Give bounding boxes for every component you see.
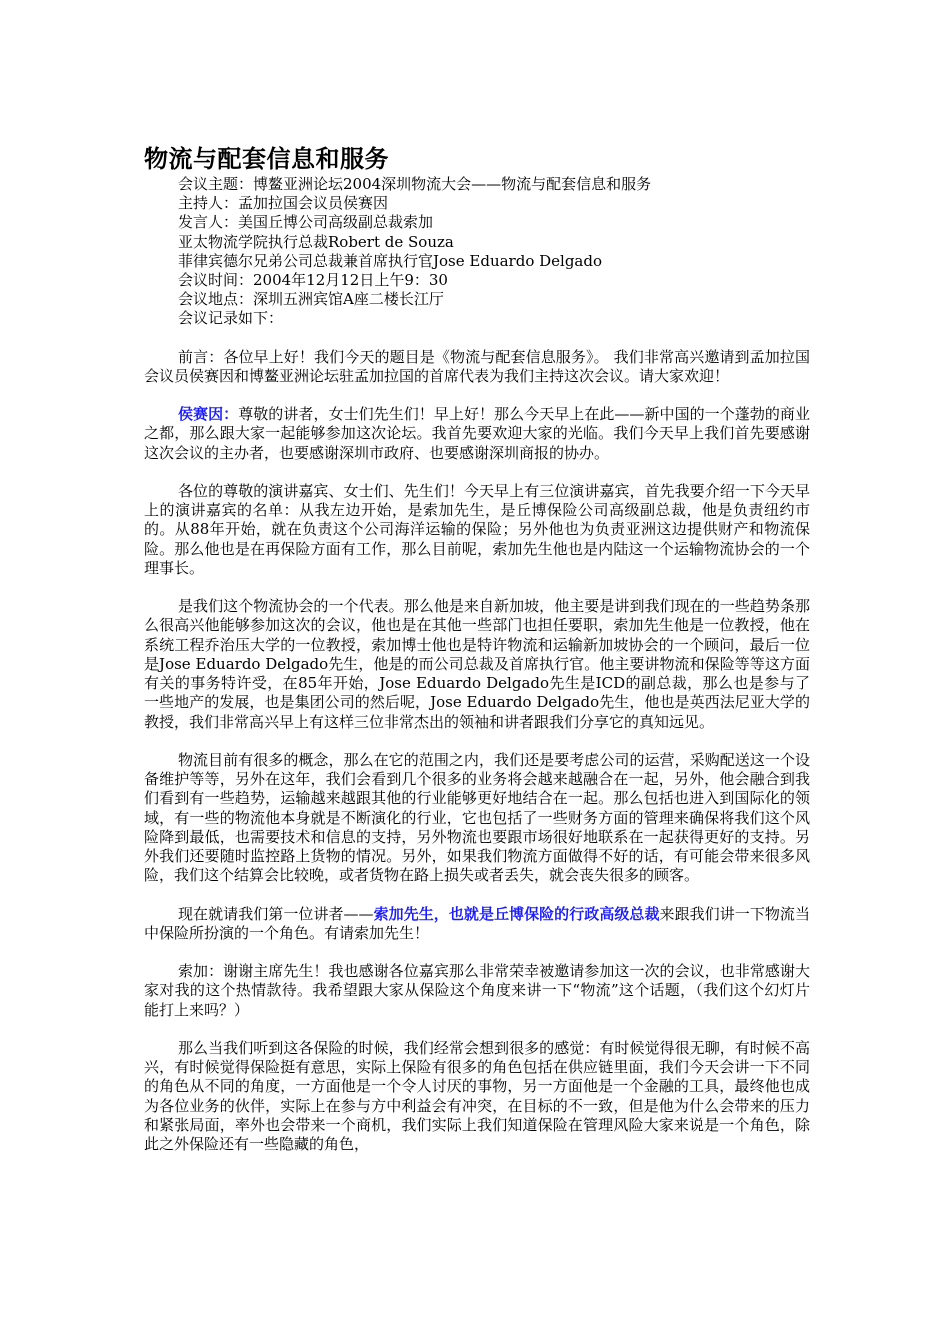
paragraph-text: 尊敬的讲者，女士们先生们！早上好！那么今天早上在此——新中国的一个蓬勃的商业之都，那么跟大家一起能够参加这次论坛。我首先要欢迎大家的光临。我们今天早上我们首先要感谢这次会议的主办者，也要感谢深圳市政府、也要感谢深圳商报的协办。 (144, 405, 810, 462)
meeting-time: 会议时间：2004年12月12日上午9：30 (178, 270, 448, 289)
paragraph-text: 现在就请我们第一位讲者—— (178, 904, 374, 923)
meeting-topic: 会议主题：博鳌亚洲论坛2004深圳物流大会——物流与配套信息和服务 (178, 175, 652, 193)
document-title: 物流与配套信息和服务 (144, 145, 389, 173)
meeting-speaker-2: 亚太物流学院执行总裁Robert de Souza (178, 232, 454, 251)
speaker-name: 侯赛因： (178, 405, 239, 424)
paragraph-introductions: 各位的尊敬的演讲嘉宾、女士们、先生们！今天早上有三位演讲嘉宾，首先我要介绍一下今天早上的演讲嘉宾的名单：从我左边开始，是索加先生，是丘博保险公司高级副总裁，他是负责纽约市的。从88年开始，就在负责这个公司海洋运输的保险；另外他也为负责亚洲这边提供财产和物流保险。那么他也是在再保险方面有工作，那么目前呢，索加先生他也是内陆这一个运输物流协会的一个理事长。 (144, 482, 810, 577)
document-page (144, 143, 810, 1154)
meeting-info (144, 175, 810, 329)
meeting-host: 主持人：孟加拉国会议员侯赛因 (178, 194, 389, 213)
paragraph-logistics-concepts: 物流目前有很多的概念，那么在它的范围之内，我们还是要考虑公司的运营，采购配送这一个设备维护等等，另外在这年，我们会看到几个很多的业务将会越来越融合在一起，另外，他会融合到我们看到有一些趋势，运输越来越跟其他的行业能够更好地结合在一起。那么包括也进入到国际化的领域，有一些的物流他本身就是不断演化的行业，它也包括了一些财务方面的管理来确保将我们这个风险降到最低，也需要技术和信息的支持，另外物流也要跟市场很好地联系在一起获得更好的支持。另外我们还要随时监控路上货物的情况。另外，如果我们物流方面做得不好的话，有可能会带来很多风险，我们这个结算会比较晚，或者货物在路上损失或者丢失，就会丧失很多的顾客。 (144, 750, 810, 885)
meeting-speaker-3: 菲律宾德尔兄弟公司总裁兼首席执行官Jose Eduardo Delgado (178, 251, 602, 270)
paragraph-preface: 前言：各位早上好！我们今天的题目是《物流与配套信息服务》。 我们非常高兴邀请到孟加拉国会议员侯赛因和博鳌亚洲论坛驻孟加拉国的首席代表为我们主持这次会议。请大家欢迎！ (144, 347, 810, 385)
paragraph-soga-opening: 索加：谢谢主席先生！我也感谢各位嘉宾那么非常荣幸被邀请参加这一次的会议，也非常感谢大家对我的这个热情款待。我希望跟大家从保险这个角度来讲一下“物流”这个话题，（我们这个幻灯片能打上来吗？） (144, 962, 810, 1019)
paragraph-first-speaker (144, 905, 810, 943)
meeting-record-label: 会议记录如下： (178, 309, 284, 328)
meeting-location: 会议地点：深圳五洲宾馆A座二楼长江厅 (178, 290, 444, 309)
meeting-speaker: 发言人：美国丘博公司高级副总裁索加 (178, 213, 434, 232)
paragraph-insurance-roles: 那么当我们听到这各保险的时候，我们经常会想到很多的感觉：有时候觉得很无聊，有时候不高兴，有时候觉得保险挺有意思，实际上保险有很多的角色包括在供应链里面，我们今天会讲一下不同的角色从不同的角度，一方面他是一个令人讨厌的事物，另一方面他是一个金融的工具，最终他也成为各位业务的伙伴，实际上在参与方中利益会有冲突，在目标的不一致，但是他为什么会带来的压力和紧张局面，率外也会带来一个商机，我们实际上我们知道保险在管理风险大家来说是一个角色，除此之外保险还有一些隐藏的角色， (144, 1038, 810, 1153)
paragraph-text: 来跟我们讲一下物流当中保险所扮演的一个角色。有请索加先生！ (144, 904, 810, 942)
paragraph-host-opening (144, 405, 810, 463)
highlighted-speaker-title: 索加先生，也就是丘博保险的行政高级总裁 (373, 904, 660, 923)
paragraph-speaker-bios: 是我们这个物流协会的一个代表。那么他是来自新加坡，他主要是讲到我们现在的一些趋势条那么很高兴他能够参加这次的会议，他也是在其他一些部门也担任要职，索加先生他是一位教授，他在系统工程乔治压大学的一位教授，索加博士他也是特许物流和运输新加坡协会的一个顾问，最后一位是Jose Eduardo Delgado先生，他是的而公司总裁及首席执行官。他主要讲物流和保险等等这方面有关的事务特许受，在85年开始，Jose Eduardo Delgado先生是ICD的副总裁，那么也是参与了一些地产的发展，也是集团公司的然后呢，Jose Eduardo Delgado先生，他也是英西法尼亚大学的教授，我们非常高兴早上有这样三位非常杰出的领袖和讲者跟我们分享它的真知远见。 (144, 597, 810, 731)
